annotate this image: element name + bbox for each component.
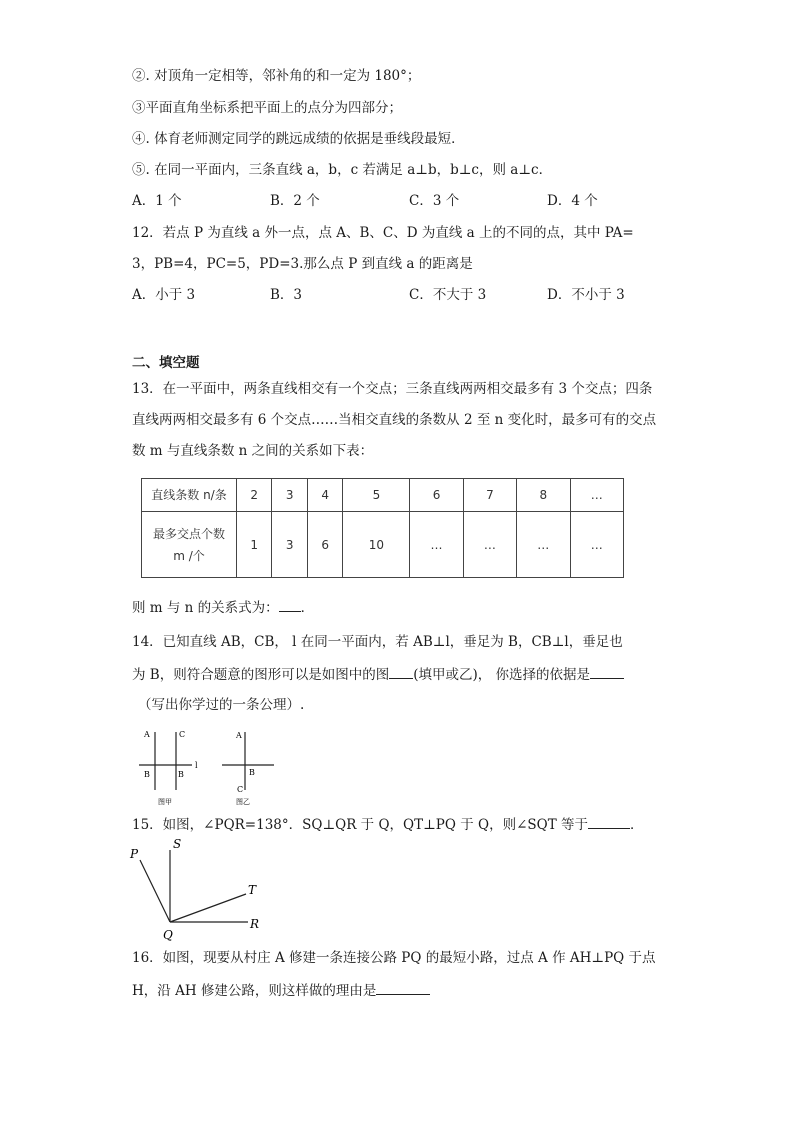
- table-cell: 10: [343, 512, 410, 578]
- table-header-intersections: [142, 512, 237, 578]
- q14-figure-blank[interactable]: [389, 664, 413, 679]
- q14-figure-jia: [136, 726, 206, 808]
- q15-figure: [128, 836, 268, 944]
- table-cell: 6: [307, 512, 342, 578]
- q11-option-a: A．1 个: [132, 193, 182, 209]
- q13-answer-end: ．: [300, 600, 315, 616]
- table-cell: 5: [343, 479, 410, 512]
- q16-stem-line2-text: H，沿 AH 修建公路，则这样做的理由是: [132, 983, 377, 999]
- q14-stem-line2a: 为 B，则符合题意的图形可以是如图中的图: [132, 667, 390, 683]
- q11-option-c: C．3 个: [409, 193, 460, 209]
- table-cell: …: [463, 512, 516, 578]
- q13-answer-line: [132, 597, 314, 618]
- table-cell: 4: [307, 479, 342, 512]
- table-cell: 3: [272, 512, 307, 578]
- table-row-lines: [142, 479, 624, 512]
- section-heading-fill-blank: 二、填空题: [132, 355, 200, 371]
- q14-stem-line2b: (填甲或乙)， 你选择的依据是: [413, 667, 591, 683]
- q12-option-c: C．不大于 3: [409, 287, 487, 303]
- table-cell: 6: [410, 479, 463, 512]
- q15-stem-end: ．: [630, 817, 644, 833]
- fig-yi-label-b: B: [249, 768, 255, 777]
- q14-reason-blank[interactable]: [590, 664, 624, 679]
- q12-option-a: A．小于 3: [132, 287, 196, 303]
- q13-answer-text: 则 m 与 n 的关系式为：: [132, 600, 279, 616]
- fig-jia-label-b2: B: [178, 770, 184, 779]
- table-cell: …: [570, 479, 624, 512]
- q13-stem-line3: 数 m 与直线条数 n 之间的关系如下表：: [132, 443, 374, 459]
- ray-qp: [140, 860, 170, 922]
- table-header-lines: 直线条数 n/条: [142, 479, 237, 512]
- table-header-line-a: 最多交点个数: [152, 526, 225, 541]
- q11-option-b: B．2 个: [270, 193, 320, 209]
- q11-statement-3: ③平面直角坐标系把平面上的点分为四部分；: [132, 100, 402, 116]
- table-row-intersections: [142, 512, 624, 578]
- table-cell: 2: [237, 479, 272, 512]
- fig-yi-caption: 图乙: [236, 798, 250, 806]
- label-p: P: [130, 847, 139, 861]
- table-cell: …: [410, 512, 463, 578]
- fig-jia-label-b1: B: [144, 770, 150, 779]
- q14-stem-line2: [132, 664, 624, 685]
- q11-statement-5: ⑤. 在同一平面内，三条直线 a，b，c 若满足 a⊥b，b⊥c，则 a⊥c．: [132, 162, 553, 178]
- q16-stem-line1: 16．如图，现要从村庄 A 修建一条连接公路 PQ 的最短小路，过点 A 作 AH⊥PQ 于点: [132, 950, 656, 966]
- table-cell: 7: [463, 479, 516, 512]
- q13-stem-line2: 直线两两相交最多有 6 个交点……当相交直线的条数从 2 至 n 变化时，最多可有的交点: [132, 412, 657, 428]
- q15-stem: [132, 814, 644, 835]
- label-s: S: [173, 837, 182, 851]
- fig-yi-label-a: A: [236, 731, 242, 740]
- q15-answer-blank[interactable]: [588, 814, 630, 829]
- ray-qt: [170, 894, 246, 922]
- q12-stem-line1: 12．若点 P 为直线 a 外一点，点 A、B、C、D 为直线 a 上的不同的点，其中 PA=: [132, 225, 634, 241]
- q13-stem-line1: 13．在一平面中，两条直线相交有一个交点；三条直线两两相交最多有 3 个交点；四条: [132, 381, 653, 397]
- fig-jia-label-c: C: [179, 730, 186, 739]
- label-t: T: [248, 883, 257, 897]
- q11-statement-4: ④. 体育老师测定同学的跳远成绩的依据是垂线段最短．: [132, 131, 465, 147]
- table-cell: …: [517, 512, 570, 578]
- q14-figure-yi: [220, 726, 280, 808]
- fig-jia-label-l: l: [195, 761, 198, 770]
- label-r: R: [250, 917, 260, 931]
- q11-option-d: D．4 个: [547, 193, 598, 209]
- q13-answer-blank[interactable]: [279, 597, 301, 612]
- q12-stem-line2: 3，PB=4，PC=5，PD=3.那么点 P 到直线 a 的距离是: [132, 256, 473, 272]
- q14-stem-line1: 14．已知直线 AB，CB， l 在同一平面内，若 AB⊥l，垂足为 B，CB⊥l，垂足也: [132, 634, 623, 650]
- fig-jia-label-a: A: [144, 730, 150, 739]
- q12-option-b: B．3: [270, 287, 303, 303]
- q16-stem-line2: [132, 980, 430, 1001]
- q16-answer-blank[interactable]: [376, 980, 430, 995]
- q13-table: [141, 478, 624, 578]
- q12-option-d: D．不小于 3: [547, 287, 625, 303]
- fig-yi-label-c: C: [237, 785, 244, 794]
- fig-jia-caption: 图甲: [158, 798, 172, 806]
- q15-stem-text: 15．如图，∠PQR=138°．SQ⊥QR 于 Q，QT⊥PQ 于 Q，则∠SQT 等于: [132, 817, 589, 833]
- table-cell: …: [570, 512, 624, 578]
- table-cell: 8: [517, 479, 570, 512]
- q11-statement-2: ②. 对顶角一定相等，邻补角的和一定为 180°；: [132, 68, 421, 84]
- table-cell: 1: [237, 512, 272, 578]
- table-header-line-b: m /个: [173, 548, 205, 563]
- table-cell: 3: [272, 479, 307, 512]
- label-q: Q: [163, 928, 173, 942]
- q14-stem-line3: （写出你学过的一条公理）.: [138, 697, 305, 713]
